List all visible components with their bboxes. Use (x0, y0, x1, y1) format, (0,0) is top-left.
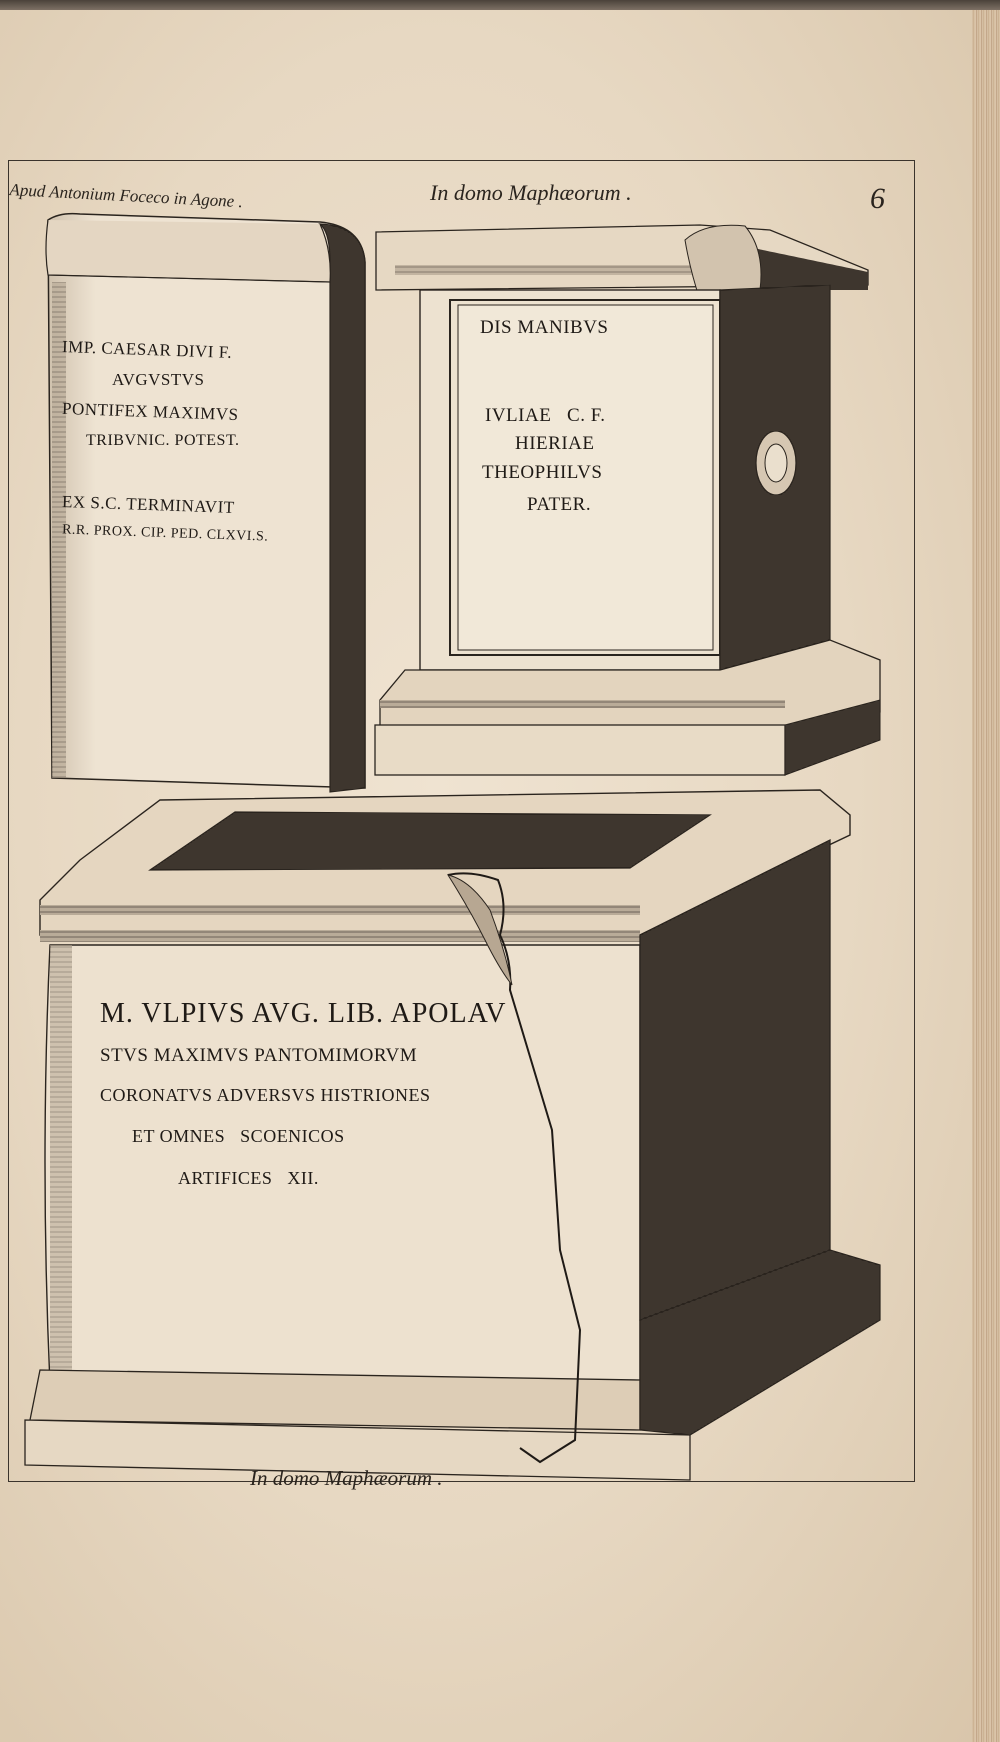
altar-line-4: THEOPHILVS (482, 462, 603, 483)
altar-line-3: HIERIAE (515, 433, 595, 454)
scroll-line-5: EX S.C. TERMINAVIT (61, 491, 236, 518)
altar-line-1: DIS MANIBVS (480, 317, 609, 338)
base-line-1: M. VLPIVS AVG. LIB. APOLAV (100, 998, 507, 1029)
page-stack-edges (972, 0, 1000, 1742)
base-line-3: CORONATVS ADVERSVS HISTRIONES (100, 1085, 431, 1105)
base-line-4: ET OMNES SCOENICOS (132, 1126, 345, 1146)
altar-line-2: IVLIAE C. F. (485, 405, 606, 426)
scroll-line-2: AVGVSTVS (112, 370, 205, 389)
binding-top-edge (0, 0, 1000, 10)
footer-caption: In domo Maphæorum . (250, 1466, 443, 1490)
header-center-caption: In domo Maphæorum . (430, 180, 632, 205)
scroll-line-1: IMP. CAESAR DIVI F. (61, 337, 233, 362)
page-number: 6 (870, 182, 885, 215)
base-line-2: STVS MAXIMVS PANTOMIMORVM (100, 1045, 418, 1066)
altar-drawing (375, 225, 880, 775)
scroll-line-3: PONTIFEX MAXIMVS (61, 398, 239, 425)
header-left-caption: Apud Antonium Foceco in Agone . (9, 180, 244, 212)
base-line-5: ARTIFICES XII. (178, 1168, 319, 1188)
scroll-line-4: TRIBVNIC. POTEST. (86, 432, 240, 449)
altar-line-5: PATER. (527, 494, 592, 515)
scroll-line-6: R.R. PROX. CIP. PED. CLXVI.S. (61, 522, 269, 545)
